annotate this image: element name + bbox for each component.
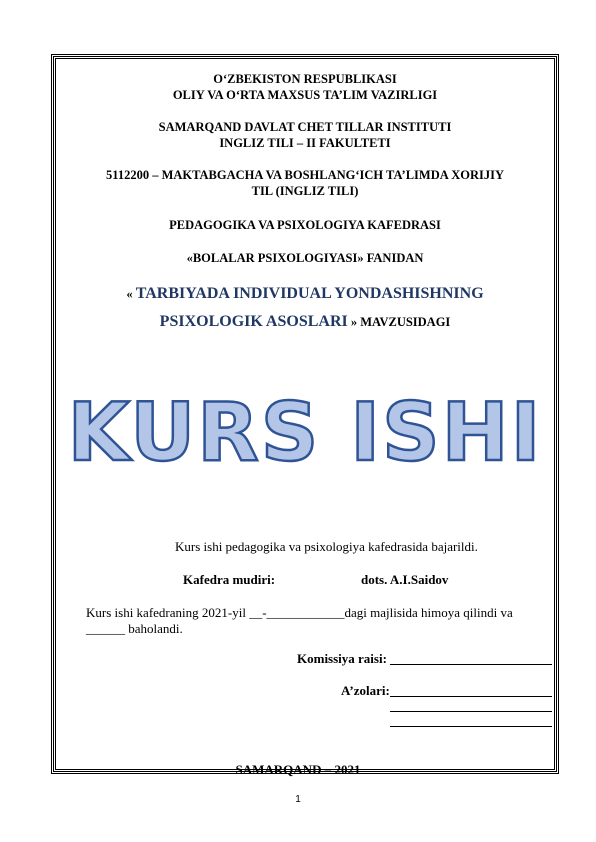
specialty-line-1: 5112200 – MAKTABGACHA VA BOSHLANG‘ICH TA’LIMDA XORIJIY bbox=[106, 168, 504, 182]
page-number: 1 bbox=[295, 794, 301, 805]
department-heading: PEDAGOGIKA VA PSIXOLOGIYA KAFEDRASI bbox=[169, 218, 441, 232]
subject-heading: «BOLALAR PSIXOLOGIYASI» FANIDAN bbox=[186, 251, 424, 265]
faculty-heading: INGLIZ TILI – II FAKULTETI bbox=[219, 136, 391, 150]
topic-title-part-2: PSIXOLOGIK ASOSLARI bbox=[159, 313, 348, 330]
specialty-line-2: TIL (INGLIZ TILI) bbox=[251, 184, 359, 198]
commission-members-label: A’zolari: bbox=[341, 683, 390, 698]
member-signature-line-3 bbox=[390, 726, 552, 727]
head-label: Kafedra mudiri: bbox=[183, 572, 276, 587]
city-year: SAMARQAND – 2021 bbox=[235, 762, 361, 777]
head-name: dots. A.I.Saidov bbox=[361, 572, 449, 587]
topic-open-quote: « bbox=[126, 287, 136, 301]
member-signature-line-1 bbox=[390, 696, 552, 697]
topic-line-2 bbox=[60, 312, 550, 332]
defense-line-1: Kurs ishi kafedraning 2021-yil __-____________dagi majlisida himoya qilindi va bbox=[86, 605, 513, 620]
completed-at-text: Kurs ishi pedagogika va psixologiya kafedrasida bajarildi. bbox=[175, 539, 478, 554]
defense-line-2: ______ baholandi. bbox=[86, 621, 183, 636]
member-signature-line-2 bbox=[390, 711, 552, 712]
institute-heading: SAMARQAND DAVLAT CHET TILLAR INSTITUTI bbox=[158, 120, 452, 134]
document-title: KURS ISHI bbox=[67, 386, 543, 479]
ministry-heading: OLIY VA O‘RTA MAXSUS TA’LIM VAZIRLIGI bbox=[172, 88, 438, 102]
topic-suffix: » MAVZUSIDAGI bbox=[347, 315, 451, 329]
commission-chair-label: Komissiya raisi: bbox=[297, 651, 387, 666]
country-heading: O‘ZBEKISTON RESPUBLIKASI bbox=[213, 72, 397, 86]
topic-title-part-1: TARBIYADA INDIVIDUAL YONDASHISHNING bbox=[135, 285, 484, 302]
chair-signature-line bbox=[390, 664, 552, 665]
topic-line-1 bbox=[60, 284, 550, 304]
